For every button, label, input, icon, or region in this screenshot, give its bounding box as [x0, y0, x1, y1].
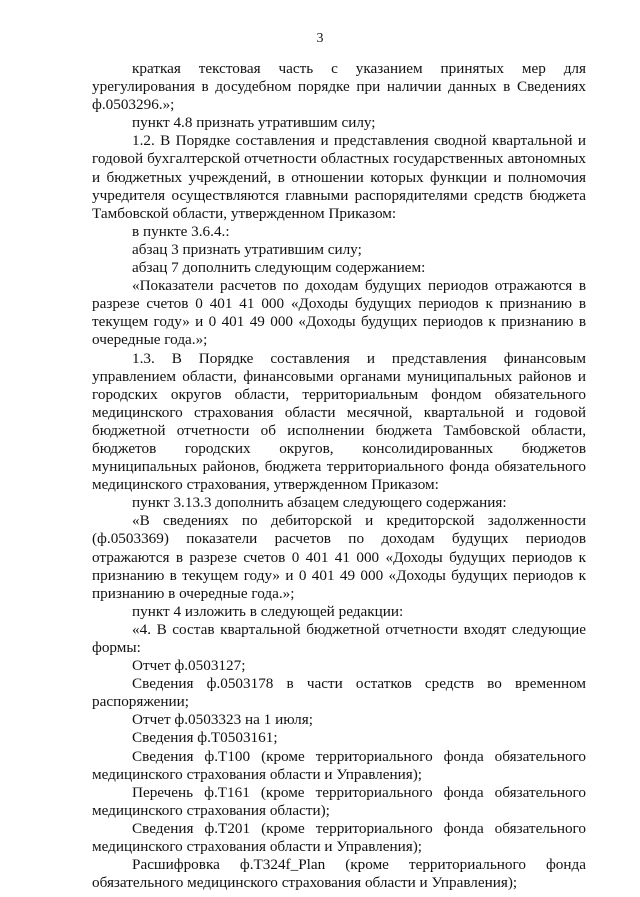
paragraph: Сведения ф.Т100 (кроме территориального фонда обязательного медицинского страхования области и Управления);: [92, 747, 586, 783]
paragraph: Отчет ф.0503127;: [132, 657, 246, 675]
paragraph: пункт 4.8 признать утратившим силу;: [132, 114, 376, 132]
paragraph: 1.3. В Порядке составления и представления финансовым управлением области, финансовыми органами муниципальных районов и городских округов области, территориальным фондом обязательного медицинского страхования области месячной, квартальной и годовой бюджетной отчетности об исполнении бюджета Тамбовской области, бюджетов городских округов, консолидированных бюджетов муниципальных районов, бюджета территориального фонда обязательного медицинского страхования, утвержденном Приказом:: [92, 349, 586, 494]
paragraph: «Показатели расчетов по доходам будущих периодов отражаются в разрезе счетов 0 401 41 000 «Доходы будущих периодов к признанию в текущем году» и 0 401 49 000 «Доходы будущих периодов к признанию в очередные года.»;: [92, 277, 586, 349]
paragraph: 1.2. В Порядке составления и представления сводной квартальной и годовой бухгалтерской отчетности областных государственных автономных и бюджетных учреждений, в отношении которых функции и полномочия учредителя осуществляются главными распорядителями средств бюджета Тамбовской области, утвержденном Приказом:: [92, 132, 586, 222]
paragraph: «В сведениях по дебиторской и кредиторской задолженности (ф.0503369) показатели расчетов по доходам будущих периодов отражаются в разрезе счетов 0 401 41 000 «Доходы будущих периодов к признанию в текущем году» и 0 401 49 000 «Доходы будущих периодов к признанию в очередные года.»;: [92, 512, 586, 602]
paragraph: Сведения ф.Т201 (кроме территориального фонда обязательного медицинского страхования области и Управления);: [92, 819, 586, 856]
paragraph: Сведения ф.0503178 в части остатков средств во временном распоряжении;: [92, 675, 586, 711]
paragraph: Отчет ф.0503323 на 1 июля;: [132, 711, 313, 729]
paragraph: Расшифровка ф.Т324f_Plan (кроме территориального фонда обязательного медицинского страхования области и Управления);: [92, 856, 586, 892]
paragraph: пункт 4 изложить в следующей редакции:: [132, 602, 404, 620]
paragraph: абзац 7 дополнить следующим содержанием:: [132, 259, 426, 277]
page-number: 3: [316, 31, 324, 46]
paragraph: «4. В состав квартальной бюджетной отчетности входят следующие формы:: [92, 620, 586, 656]
paragraph: пункт 3.13.3 дополнить абзацем следующего содержания:: [132, 494, 507, 512]
paragraph: в пункте 3.6.4.:: [132, 222, 230, 240]
document-body: [92, 60, 586, 892]
paragraph: краткая текстовая часть с указанием принятых мер для урегулирования в досудебном порядке при наличии данных в Сведениях ф.0503296.»;: [92, 60, 586, 114]
paragraph: абзац 3 признать утратившим силу;: [132, 240, 362, 258]
paragraph: Перечень ф.Т161 (кроме территориального фонда обязательного медицинского страхования области);: [92, 783, 586, 819]
paragraph: Сведения ф.Т0503161;: [132, 729, 278, 747]
